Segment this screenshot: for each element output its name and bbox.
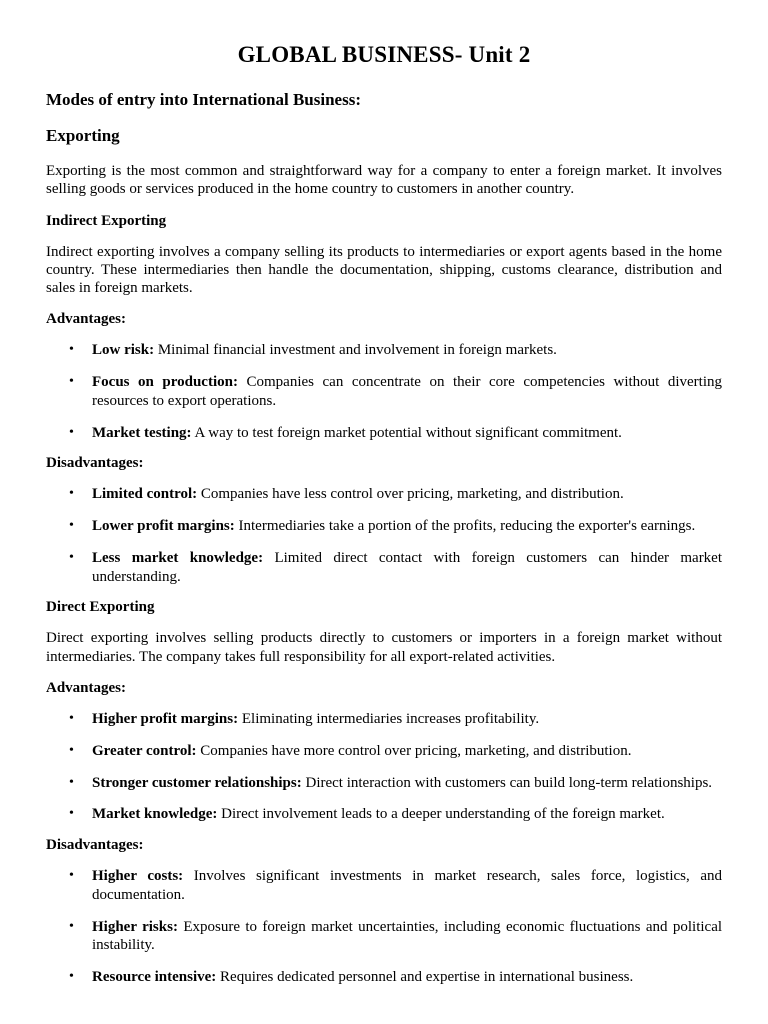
bullet-term: Market testing: (92, 424, 192, 441)
bullet-term: Limited control: (92, 486, 198, 503)
bullet-term: Less market knowledge: (92, 549, 264, 566)
bullet-item (46, 710, 722, 729)
bullet-term: Higher risks: (92, 918, 178, 935)
bullet-item (46, 742, 722, 761)
bullet-term: Resource intensive: (92, 969, 217, 986)
para-direct-intro: Direct exporting involves selling products directly to customers or importers in a foreign market without intermediaries. The company takes full responsibility for all export-related activities. (46, 630, 722, 665)
bullet-term: Market knowledge: (92, 806, 218, 823)
bullet-item (46, 373, 722, 411)
bullet-term: Higher costs: (92, 868, 184, 885)
bullet-term: Stronger customer relationships: (92, 774, 302, 791)
label-direct-advantages: Advantages: (46, 680, 127, 697)
bullet-desc: A way to test foreign market potential without significant commitment. (194, 424, 622, 441)
bullet-desc: Minimal financial investment and involvement in foreign markets. (157, 342, 557, 359)
bullet-item (46, 918, 722, 956)
bullet-desc: Involves significant investments in market research, sales force, logistics, and documentation. (92, 868, 723, 903)
bullet-item (46, 968, 722, 987)
indirect-advantages-list (46, 341, 722, 442)
label-indirect-disadvantages: Disadvantages: (46, 455, 144, 472)
bullet-icon: • (69, 549, 74, 565)
para-exporting-intro: Exporting is the most common and straightforward way for a company to enter a foreign market. It involves selling goods or services produced in the home country to customers in another country. (46, 163, 722, 198)
bullet-item (46, 517, 722, 536)
bullet-desc: Companies have less control over pricing, marketing, and distribution. (200, 486, 624, 503)
direct-disadvantages-list (46, 867, 722, 987)
bullet-icon: • (69, 486, 74, 502)
bullet-desc: Companies have more control over pricing, marketing, and distribution. (200, 742, 632, 759)
bullet-desc: Eliminating intermediaries increases profitability. (241, 711, 540, 728)
bullet-icon: • (69, 374, 74, 390)
bullet-item (46, 805, 722, 824)
label-indirect-advantages: Advantages: (46, 311, 127, 328)
bullet-icon: • (69, 711, 74, 727)
bullet-item (46, 424, 722, 443)
bullet-icon: • (69, 518, 74, 534)
bullet-item (46, 549, 722, 587)
bullet-item (46, 341, 722, 360)
direct-advantages-list (46, 710, 722, 824)
heading-exporting: Exporting (46, 126, 120, 145)
bullet-icon: • (69, 342, 74, 358)
bullet-desc: Requires dedicated personnel and expertise in international business. (220, 969, 634, 986)
heading-direct-exporting: Direct Exporting (46, 599, 155, 616)
bullet-icon: • (69, 774, 74, 790)
bullet-desc: Intermediaries take a portion of the profits, reducing the exporter's earnings. (238, 518, 696, 535)
bullet-term: Low risk: (92, 342, 155, 359)
bullet-icon: • (69, 806, 74, 822)
bullet-term: Higher profit margins: (92, 711, 239, 728)
bullet-desc: Direct involvement leads to a deeper understanding of the foreign market. (221, 806, 665, 823)
bullet-item (46, 774, 722, 793)
label-direct-disadvantages: Disadvantages: (46, 837, 144, 854)
heading-modes-of-entry: Modes of entry into International Business: (46, 90, 361, 109)
bullet-term: Focus on production: (92, 374, 238, 391)
heading-indirect-exporting: Indirect Exporting (46, 212, 167, 229)
bullet-icon: • (69, 424, 74, 440)
bullet-item (46, 867, 722, 905)
bullet-desc: Exposure to foreign market uncertainties, including economic fluctuations and political instability. (92, 918, 723, 954)
indirect-disadvantages-list (46, 485, 722, 586)
doc-title: GLOBAL BUSINESS- Unit 2 (237, 42, 531, 67)
bullet-icon: • (69, 969, 74, 985)
bullet-icon: • (69, 742, 74, 758)
bullet-desc: Direct interaction with customers can build long-term relationships. (305, 774, 713, 791)
bullet-icon: • (69, 918, 74, 934)
bullet-term: Lower profit margins: (92, 518, 235, 535)
bullet-desc: Limited direct contact with foreign customers can hinder market understanding. (92, 549, 723, 585)
bullet-term: Greater control: (92, 742, 197, 759)
para-indirect-intro: Indirect exporting involves a company selling its products to intermediaries or export agents based in the home country. These intermediaries then handle the documentation, shipping, customs clearance, distribution and sales in foreign markets. (46, 243, 722, 297)
bullet-item (46, 485, 722, 504)
bullet-icon: • (69, 868, 74, 884)
bullet-desc: Companies can concentrate on their core competencies without diverting resources to export operations. (92, 374, 723, 409)
